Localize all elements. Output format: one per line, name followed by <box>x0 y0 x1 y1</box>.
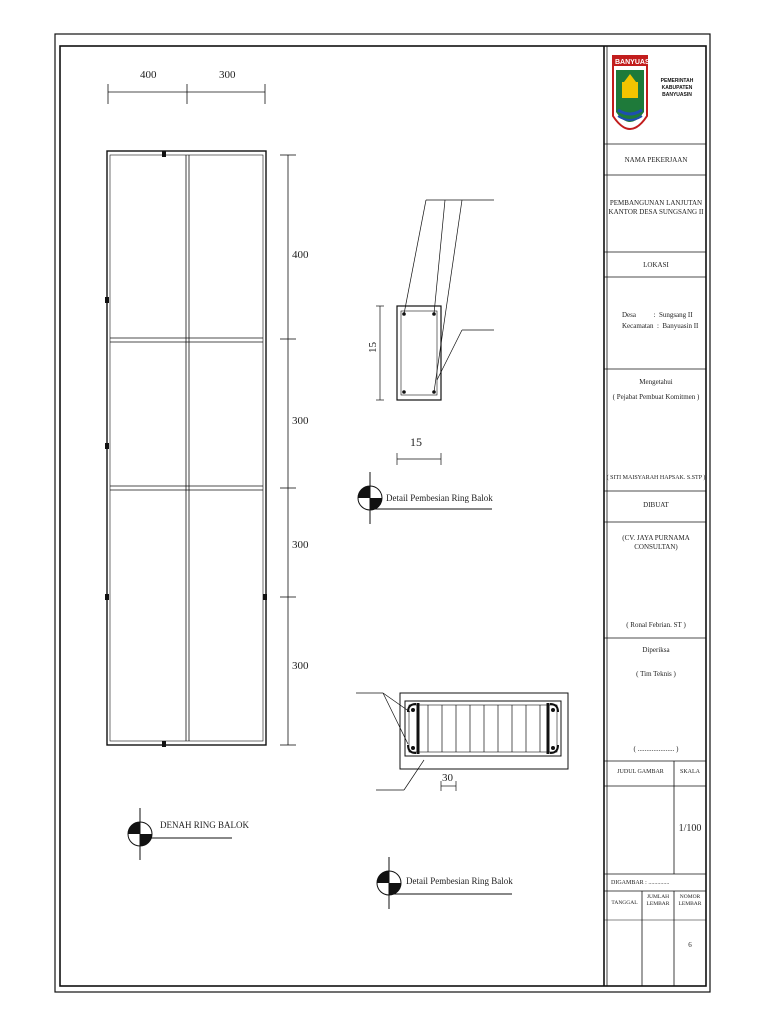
kecamatan-line: Kecamatan : Banyuasin II <box>622 322 699 330</box>
lokasi-label: LOKASI <box>643 261 669 269</box>
plan-dim-right-3: 300 <box>292 539 309 551</box>
diperiksa-label: Diperiksa <box>642 646 670 654</box>
nama-pekerjaan-value: PEMBANGUNAN LANJUTAN KANTOR DESA SUNGSANG II <box>608 199 704 216</box>
logo-banner-text: BANYUASIN <box>615 59 657 66</box>
sheet-outer-border <box>55 34 710 992</box>
tanggal-label: TANGGAL <box>611 900 638 906</box>
mengetahui-name: ( SITI MAISYARAH HAPSAK. S.STP ) <box>606 475 706 481</box>
dibuat-label: DIBUAT <box>643 501 669 509</box>
detail-2-dim: 30 <box>442 772 453 784</box>
detail-1-dim-height: 15 <box>367 342 379 353</box>
nomor-lembar-label: NOMOR LEMBAR <box>678 894 702 907</box>
jumlah-lembar-label: JUMLAH LEMBAR <box>646 894 670 907</box>
nomor-lembar-value: 6 <box>688 941 692 949</box>
dibuat-company: (CV. JAYA PURNAMA CONSULTAN) <box>622 534 690 551</box>
judul-gambar-label: JUDUL GAMBAR <box>617 769 664 775</box>
skala-label: SKALA <box>679 769 700 775</box>
detail-1-dim-width: 15 <box>410 435 422 449</box>
banyuasin-logo-icon <box>613 56 647 129</box>
diperiksa-name: ( ..................... ) <box>633 745 679 753</box>
plan-dim-right-1: 400 <box>292 249 309 261</box>
plan-dim-right-2: 300 <box>292 415 309 427</box>
plan-dim-top-1: 400 <box>140 69 157 81</box>
ring-beam-plan <box>105 84 296 860</box>
detail-2-title: Detail Pembesian Ring Balok <box>406 876 513 886</box>
desa-line: Desa : Sungsang II <box>622 311 693 319</box>
nama-pekerjaan-label: NAMA PEKERJAAN <box>624 156 688 164</box>
logo-caption: PEMERINTAH KABUPATEN BANYUASIN <box>660 78 694 98</box>
mengetahui-label: Mengetahui <box>639 378 673 386</box>
diperiksa-team: ( Tim Teknis ) <box>636 670 676 678</box>
digambar-line: DIGAMBAR : .............. <box>611 880 670 886</box>
dibuat-name: ( Ronal Febrian. ST ) <box>626 621 686 629</box>
mengetahui-role: ( Pejabat Pembuat Komitmen ) <box>612 393 700 401</box>
plan-dim-right-4: 300 <box>292 660 309 672</box>
sheet-inner-border <box>60 46 706 986</box>
plan-dim-top-2: 300 <box>219 69 236 81</box>
title-block-frame <box>604 46 706 986</box>
skala-value: 1/100 <box>678 823 702 834</box>
plan-title: DENAH RING BALOK <box>160 820 249 830</box>
detail-section-1 <box>358 200 494 524</box>
detail-1-title: Detail Pembesian Ring Balok <box>386 493 493 503</box>
